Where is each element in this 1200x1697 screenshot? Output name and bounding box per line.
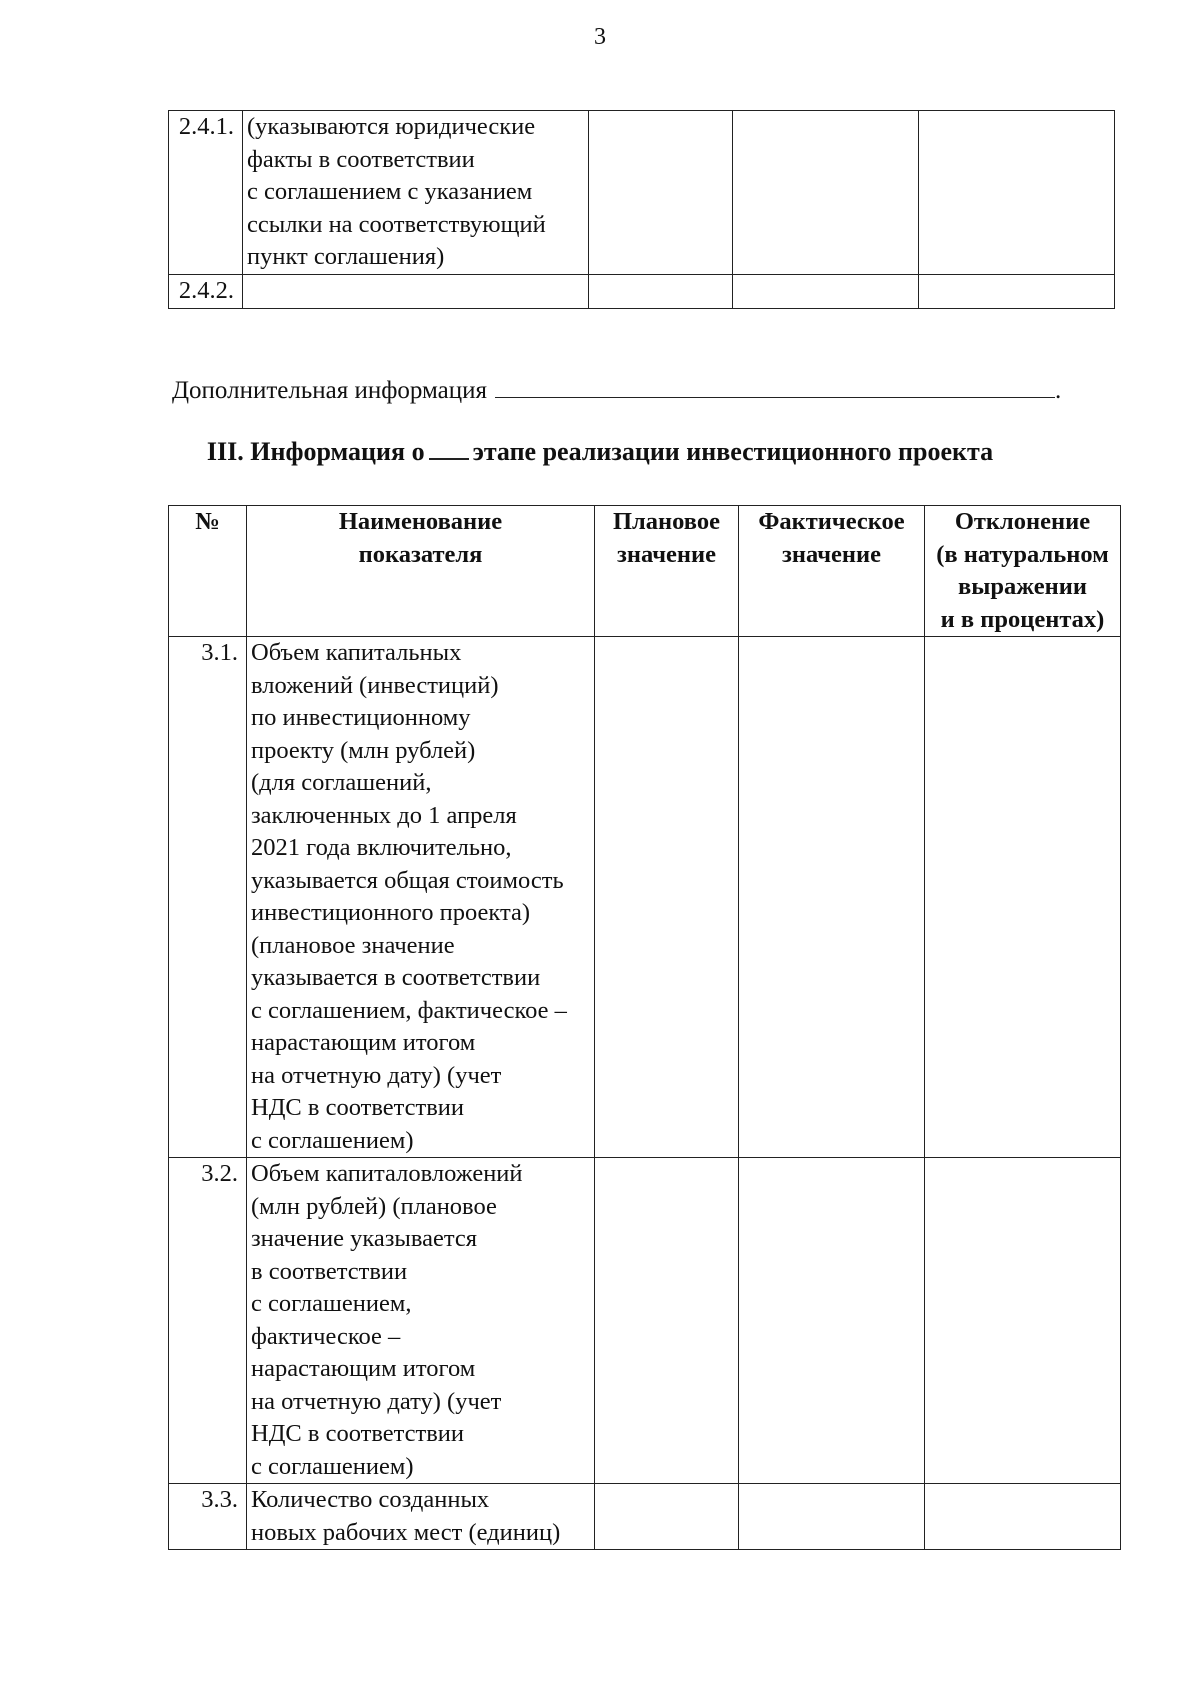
header-actual-value: Фактическое значение	[739, 506, 925, 637]
actual-value-cell[interactable]	[739, 637, 925, 1158]
row-text: Объем капиталовложений (млн рублей) (плановое значение указывается в соответствии с соглашением, фактическое – нарастающим итогом на отчетную дату) (учет НДС в соответствии с соглашением)	[247, 1158, 595, 1484]
row-text: Объем капитальных вложений (инвестиций) по инвестиционному проекту (млн рублей) (для соглашений, заключенных до 1 апреля 2021 года включительно, указывается общая стоимость инвестиционного проекта) (плановое значение указывается в соответствии с соглашением, фактическое – нарастающим итогом на отчетную дату) (учет НДС в соответствии с соглашением)	[247, 637, 595, 1158]
header-indicator-name: Наименование показателя	[247, 506, 595, 637]
heading-part-after: этапе реализации инвестиционного проекта	[472, 437, 994, 466]
table-header-row	[169, 506, 1121, 637]
additional-info-label: Дополнительная информация	[172, 377, 488, 404]
table-row	[169, 274, 1115, 308]
row-number: 3.2.	[169, 1158, 247, 1484]
actual-value-cell[interactable]	[739, 1158, 925, 1484]
table-row	[169, 637, 1121, 1158]
row-text[interactable]	[243, 274, 589, 308]
heading-part-before: III. Информация о	[206, 437, 425, 466]
row-number: 3.1.	[169, 637, 247, 1158]
deviation-cell[interactable]	[919, 111, 1115, 275]
planned-value-cell[interactable]	[595, 637, 739, 1158]
table-section-3	[168, 505, 1121, 1550]
row-number: 2.4.2.	[169, 274, 243, 308]
header-number: №	[169, 506, 247, 637]
actual-value-cell[interactable]	[733, 111, 919, 275]
planned-value-cell[interactable]	[595, 1158, 739, 1484]
table-row	[169, 111, 1115, 275]
stage-number-blank[interactable]	[429, 438, 469, 460]
actual-value-cell[interactable]	[739, 1484, 925, 1550]
planned-value-cell[interactable]	[595, 1484, 739, 1550]
additional-info-end: .	[1055, 377, 1062, 404]
header-planned-value: Плановое значение	[595, 506, 739, 637]
deviation-cell[interactable]	[925, 1484, 1121, 1550]
planned-value-cell[interactable]	[589, 111, 733, 275]
page-number: 3	[594, 24, 606, 50]
row-number: 2.4.1.	[169, 111, 243, 275]
row-text: (указываются юридические факты в соответствии с соглашением с указанием ссылки на соответствующий пункт соглашения)	[243, 111, 589, 275]
header-deviation: Отклонение (в натуральном выражении и в процентах)	[925, 506, 1121, 637]
row-text: Количество созданных новых рабочих мест (единиц)	[247, 1484, 595, 1550]
row-number: 3.3.	[169, 1484, 247, 1550]
planned-value-cell[interactable]	[589, 274, 733, 308]
deviation-cell[interactable]	[925, 637, 1121, 1158]
section-3-heading	[0, 437, 1200, 467]
deviation-cell[interactable]	[919, 274, 1115, 308]
table-section-2-continuation	[168, 110, 1115, 309]
deviation-cell[interactable]	[925, 1158, 1121, 1484]
table-row	[169, 1158, 1121, 1484]
additional-info-line	[172, 373, 1061, 405]
actual-value-cell[interactable]	[733, 274, 919, 308]
table-row	[169, 1484, 1121, 1550]
additional-info-fill-line[interactable]	[495, 373, 1055, 398]
